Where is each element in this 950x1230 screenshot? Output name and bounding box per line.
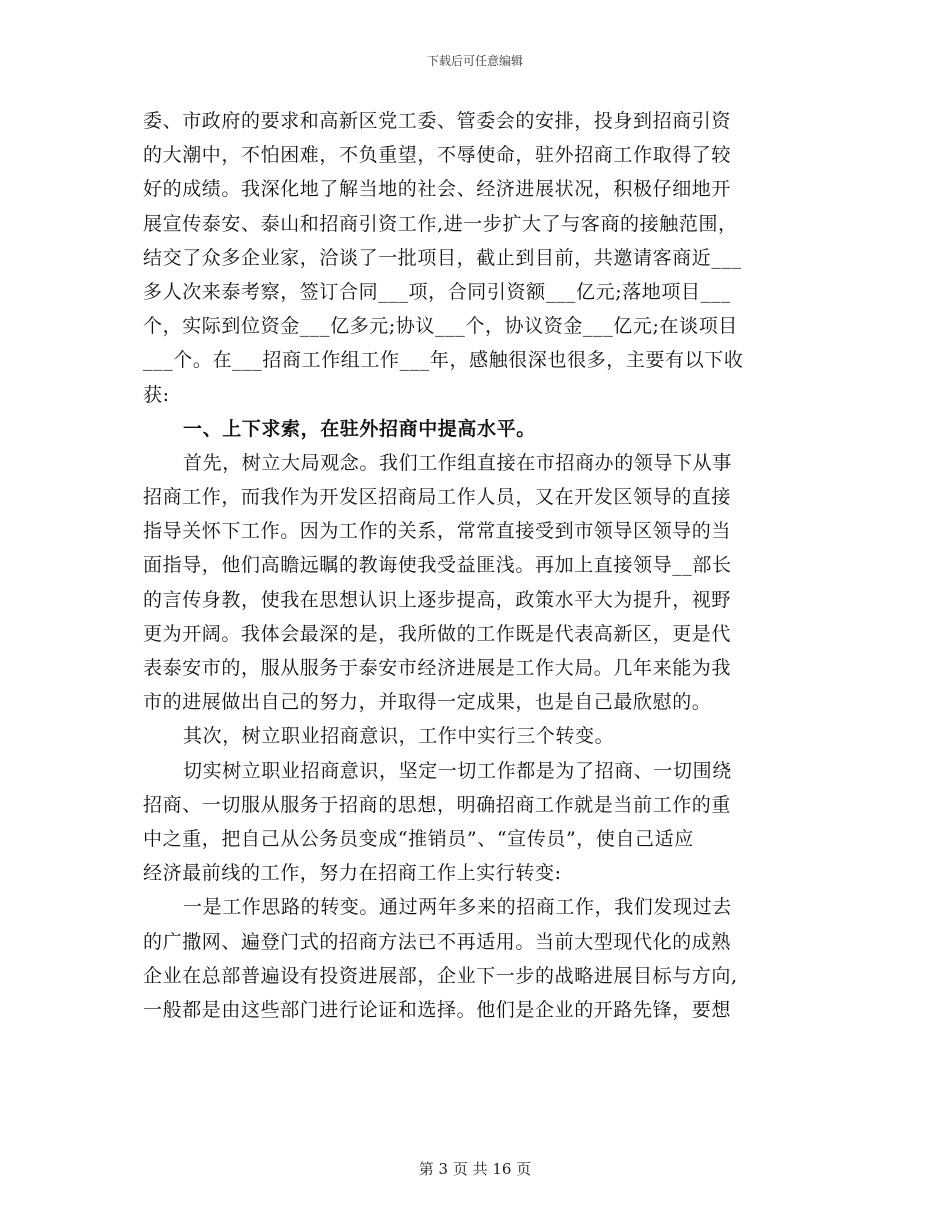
text-line: 表泰安市的，服从服务于泰安市经济进展是工作大局。几年来能为我	[143, 657, 732, 679]
text-line: 企业在总部普遍设有投资进展部，企业下一步的战略进展目标与方向,	[143, 964, 738, 987]
text-line: 更为开阔。我体会最深的是，我所做的工作既是代表高新区，更是代	[143, 622, 732, 645]
text-line: 市的进展做出自己的努力，并取得一定成果，也是自己最欣慰的。	[143, 691, 712, 714]
text-line: 一般都是由这些部门进行论证和选择。他们是企业的开路先锋，要想	[143, 998, 732, 1021]
text-line: 委、市政府的要求和高新区党工委、管委会的安排，投身到招商引资	[143, 110, 732, 132]
text-line: 招商、一切服从服务于招商的思想，明确招商工作就是当前工作的重	[143, 793, 732, 816]
text-line: 面指导，他们高瞻远瞩的教诲使我受益匪浅。再加上直接领导__部长	[143, 554, 732, 577]
text-line: 指导关怀下工作。因为工作的关系，常常直接受到市领导区领导的当	[143, 520, 732, 543]
download-note: 下载后可任意编辑	[426, 54, 523, 68]
text-line: 经济最前线的工作，努力在招商工作上实行转变:	[143, 862, 562, 885]
text-line: 的言传身教，使我在思想认识上逐步提高，政策水平大为提升，视野	[143, 588, 732, 611]
section-heading: 一、上下求索，在驻外招商中提高水平。	[183, 417, 536, 440]
text-line: 的大潮中，不怕困难，不负重望，不辱使命，驻外招商工作取得了较	[143, 144, 732, 167]
paragraph-first-line: 首先，树立大局观念。我们工作组直接在市招商办的领导下从事	[183, 451, 732, 474]
document-body	[143, 104, 807, 1027]
text-line: 展宣传泰安、泰山和招商引资工作,进一步扩大了与客商的接触范围，	[143, 212, 738, 235]
text-line: 获:	[143, 383, 170, 406]
page-number: 第 3 页 共 16 页	[418, 1160, 532, 1178]
text-line: 个，实际到位资金___亿多元;协议___个，协议资金___亿元;在谈项目	[143, 315, 738, 338]
text-line: 的广撒网、遍登门式的招商方法已不再适用。当前大型现代化的成熟	[143, 930, 732, 953]
text-line: 招商工作，而我作为开发区招商局工作人员，又在开发区领导的直接	[143, 486, 732, 509]
text-line: ___个。在___招商工作组工作___年，感触很深也很多，主要有以下收	[143, 349, 744, 372]
text-line: 结交了众多企业家，洽谈了一批项目，截止到目前，共邀请客商近___	[143, 246, 742, 269]
paragraph-first-line: 其次，树立职业招商意识，工作中实行三个转变。	[183, 725, 615, 748]
text-line: 中之重，把自己从公务员变成“推销员”、“宣传员”，使自己适应	[143, 827, 694, 850]
text-line: 多人次来泰考察，签订合同___项，合同引资额___亿元;落地项目___	[143, 280, 731, 303]
paragraph-first-line: 切实树立职业招商意识，坚定一切工作都是为了招商、一切围绕	[183, 759, 732, 782]
paragraph-first-line: 一是工作思路的转变。通过两年多来的招商工作，我们发现过去	[183, 896, 732, 919]
text-line: 好的成绩。我深化地了解当地的社会、经济进展状况，积极仔细地开	[143, 178, 732, 201]
